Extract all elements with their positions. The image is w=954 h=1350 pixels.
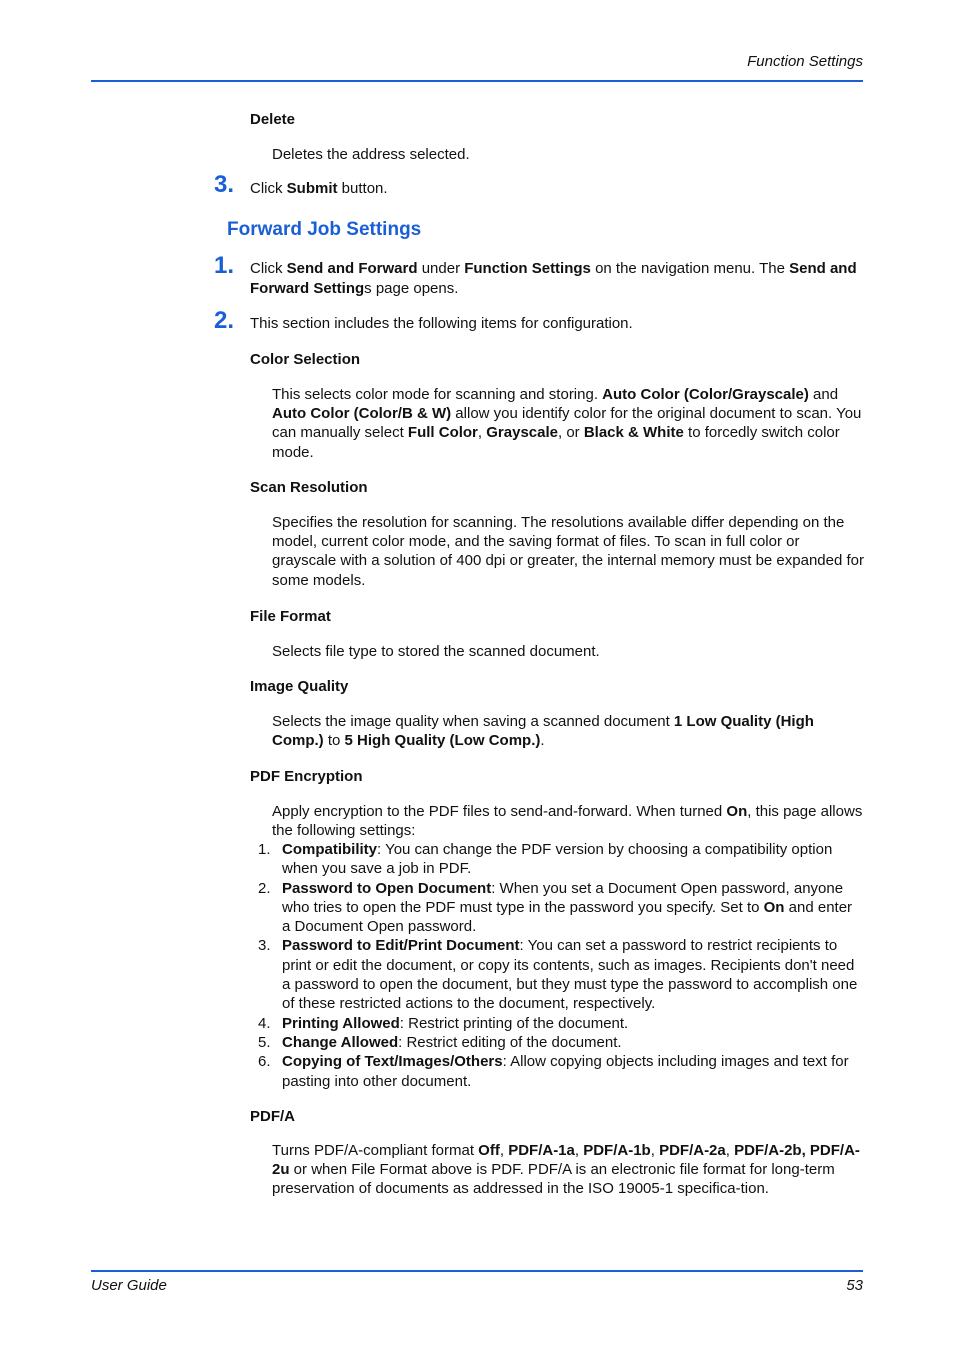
color-selection-desc: This selects color mode for scanning and storing. Auto Color (Color/Grayscale) and Auto Color (Color/B & W) allow you identify color for the original document to scan. You can manually select Full Color, Grayscale, or Black & White to forcedly switch color mode.	[272, 386, 862, 461]
step-number-2: 2.	[214, 307, 235, 334]
delete-term: Delete	[250, 111, 296, 128]
pdf-encryption-term: PDF Encryption	[250, 768, 363, 785]
page-number: 53	[846, 1277, 863, 1294]
footer-rule	[91, 1270, 863, 1272]
step-number-3: 3.	[214, 171, 235, 198]
pdf-encryption-desc: Apply encryption to the PDF files to send-and-forward. When turned On, this page allows the following settings:	[272, 803, 863, 840]
pdfa-term: PDF/A	[250, 1108, 295, 1125]
file-format-term: File Format	[250, 608, 331, 625]
list-item: 4. Printing Allowed: Restrict printing of the document.	[258, 1014, 629, 1032]
running-header: Function Settings	[747, 53, 863, 70]
file-format-desc: Selects file type to stored the scanned document.	[272, 643, 600, 660]
list-item: 5. Change Allowed: Restrict editing of the document.	[258, 1033, 622, 1051]
scan-resolution-term: Scan Resolution	[250, 479, 368, 496]
list-item: 3. Password to Edit/Print Document: You can set a password to restrict recipients to print or edit the document, or copy its contents, such as images. Recipients don't need a password to open the document, but they must type the password to accomplish one of these restricted actions to the document, respectively.	[258, 937, 858, 1013]
pdf-encryption-settings-list	[258, 840, 864, 1091]
list-item: 2. Password to Open Document: When you set a Document Open password, anyone who tries to open the PDF must type in the password you specify. Set to On and enter a Document Open password.	[258, 879, 853, 936]
footer-guide-title: User Guide	[91, 1277, 167, 1294]
delete-desc: Deletes the address selected.	[272, 146, 470, 163]
section-heading: Forward Job Settings	[227, 219, 422, 240]
step-2-text: This section includes the following items for configuration.	[250, 315, 633, 332]
scan-resolution-desc: Specifies the resolution for scanning. The resolutions available differ depending on the model, current color mode, and the saving format of files. To scan in full color or grayscale with a solution of 400 dpi or greater, the internal memory must be expanded for some models.	[272, 514, 864, 589]
image-quality-term: Image Quality	[250, 678, 349, 695]
header-rule	[91, 80, 863, 82]
color-selection-term: Color Selection	[250, 351, 361, 368]
pdfa-desc: Turns PDF/A-compliant format Off, PDF/A-1a, PDF/A-1b, PDF/A-2a, PDF/A-2b, PDF/A-2u or when File Format above is PDF. PDF/A is an electronic file format for long-term preservation of documents as addressed in the ISO 19005-1 specifica-tion.	[272, 1142, 860, 1198]
step-1-text: Click Send and Forward under Function Settings on the navigation menu. The Send and Forward Settings page opens.	[250, 260, 857, 297]
list-item: 1. Compatibility: You can change the PDF version by choosing a compatibility option when you save a job in PDF.	[258, 841, 833, 878]
image-quality-desc: Selects the image quality when saving a scanned document 1 Low Quality (High Comp.) to 5 High Quality (Low Comp.).	[272, 713, 814, 750]
step-3-text: Click Submit button.	[250, 180, 388, 197]
step-number-1: 1.	[214, 252, 235, 279]
list-item: 6. Copying of Text/Images/Others: Allow copying objects including images and text for pasting into other document.	[258, 1053, 849, 1090]
